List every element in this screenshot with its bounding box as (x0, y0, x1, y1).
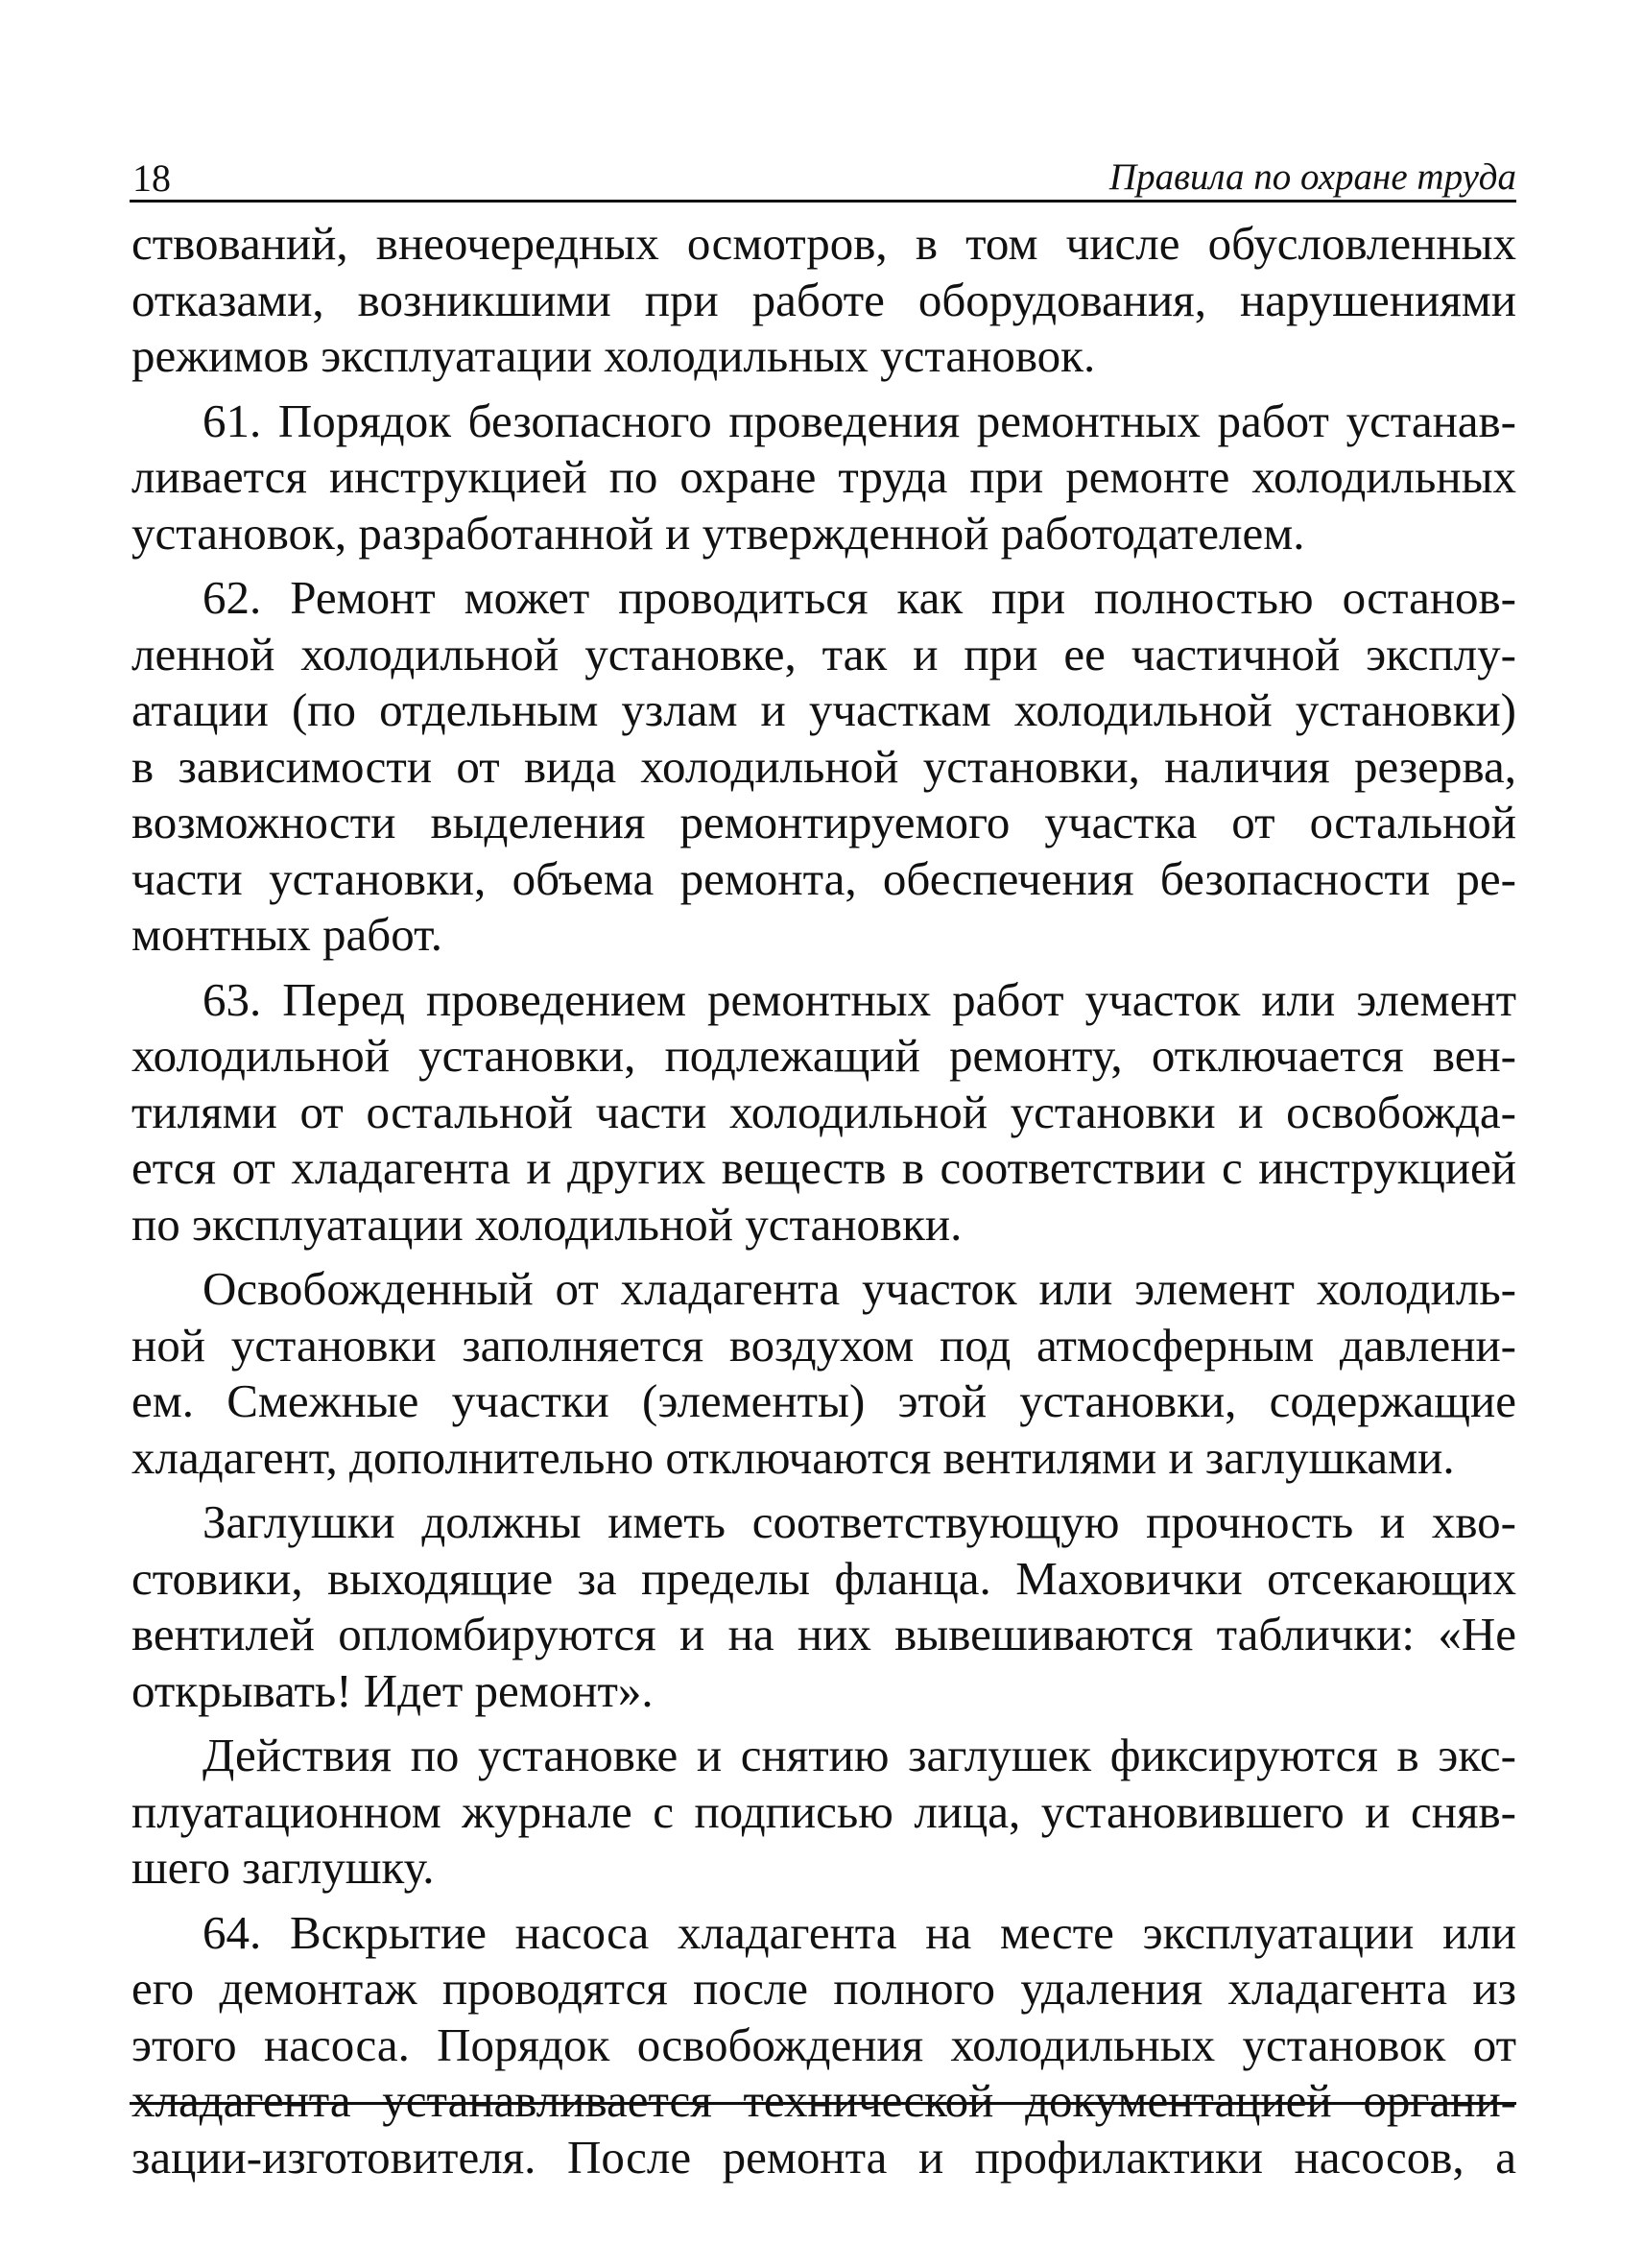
text-line: этого насоса. Порядок освобождения холодильных установок от (131, 2017, 1516, 2071)
text-line: части установки, объема ремонта, обеспечения безопасности ре- (131, 851, 1516, 905)
paragraph (131, 1728, 1516, 1897)
footer-rule (130, 2102, 1516, 2105)
text-line: 61. Порядок безопасного проведения ремонтных работ устанав- (202, 394, 1516, 447)
text-line: плуатационном журнале с подписью лица, установившего и сняв- (131, 1784, 1516, 1838)
text-line: монтных работ. (131, 908, 443, 961)
text-line: открывать! Идет ремонт». (131, 1663, 654, 1717)
paragraph (131, 972, 1516, 1253)
paragraph (131, 570, 1516, 964)
text-line: возможности выделения ремонтируемого участка от остальной (131, 796, 1516, 848)
text-line: ной установки заполняется воздухом под атмосферным давлени- (131, 1318, 1516, 1372)
paragraph (131, 1261, 1516, 1486)
text-line: зации-изготовителя. После ремонта и профилактики насосов, а (131, 2130, 1516, 2184)
paragraph (131, 1905, 1516, 2186)
text-line: отказами, возникшими при работе оборудования, нарушениями (131, 273, 1516, 326)
text-line: атации (по отдельным узлам и участкам холодильной установки) (131, 683, 1516, 736)
running-title: Правила по охране труда (1108, 156, 1516, 198)
page-number: 18 (132, 156, 171, 200)
page-header (130, 144, 1516, 203)
text-line: стовики, выходящие за пределы фланца. Маховички отсекающих (131, 1551, 1516, 1605)
text-line: хладагента устанавливается технической документацией органи- (131, 2074, 1516, 2127)
paragraph (131, 394, 1516, 562)
text-line: в зависимости от вида холодильной установки, наличия резерва, (131, 739, 1516, 793)
paragraph (131, 1494, 1516, 1719)
text-line: 62. Ремонт может проводиться как при полностью останов- (202, 571, 1516, 624)
text-line: Освобожденный от хладагента участок или элемент холодиль- (202, 1262, 1516, 1315)
text-line: установок, разработанной и утвержденной работодателем. (131, 506, 1305, 560)
text-line: режимов эксплуатации холодильных установок. (131, 329, 1096, 382)
text-line: ствований, внеочередных осмотров, в том числе обусловленных (131, 217, 1516, 270)
text-line: его демонтаж проводятся после полного удаления хладагента из (131, 1962, 1516, 2015)
text-line: Заглушки должны иметь соответствующую прочность и хво- (202, 1495, 1516, 1548)
text-line: Действия по установке и снятию заглушек фиксируются в экс- (202, 1729, 1516, 1781)
text-line: вентилей опломбируются и на них вывешиваются таблички: «Не (131, 1608, 1516, 1660)
text-line: ем. Смежные участки (элементы) этой установки, содержащие (131, 1374, 1516, 1427)
text-line: шего заглушку. (131, 1841, 435, 1894)
text-line: тилями от остальной части холодильной установки и освобожда- (131, 1085, 1516, 1138)
text-line: 63. Перед проведением ремонтных работ участок или элемент (202, 972, 1516, 1026)
text-line: хладагент, дополнительно отключаются вентилями и заглушками. (131, 1430, 1455, 1484)
paragraph (131, 216, 1516, 385)
body-text (131, 216, 1516, 2185)
text-line: холодильной установки, подлежащий ремонту, отключается вен- (131, 1029, 1516, 1082)
text-line: ливается инструкцией по охране труда при ремонте холодильных (131, 450, 1516, 503)
text-line: ется от хладагента и других веществ в соответствии с инструкцией (131, 1141, 1516, 1194)
text-line: 64. Вскрытие насоса хладагента на месте эксплуатации или (202, 1905, 1516, 1959)
text-line: по эксплуатации холодильной установки. (131, 1197, 963, 1251)
text-line: ленной холодильной установке, так и при ее частичной эксплу- (131, 627, 1516, 680)
